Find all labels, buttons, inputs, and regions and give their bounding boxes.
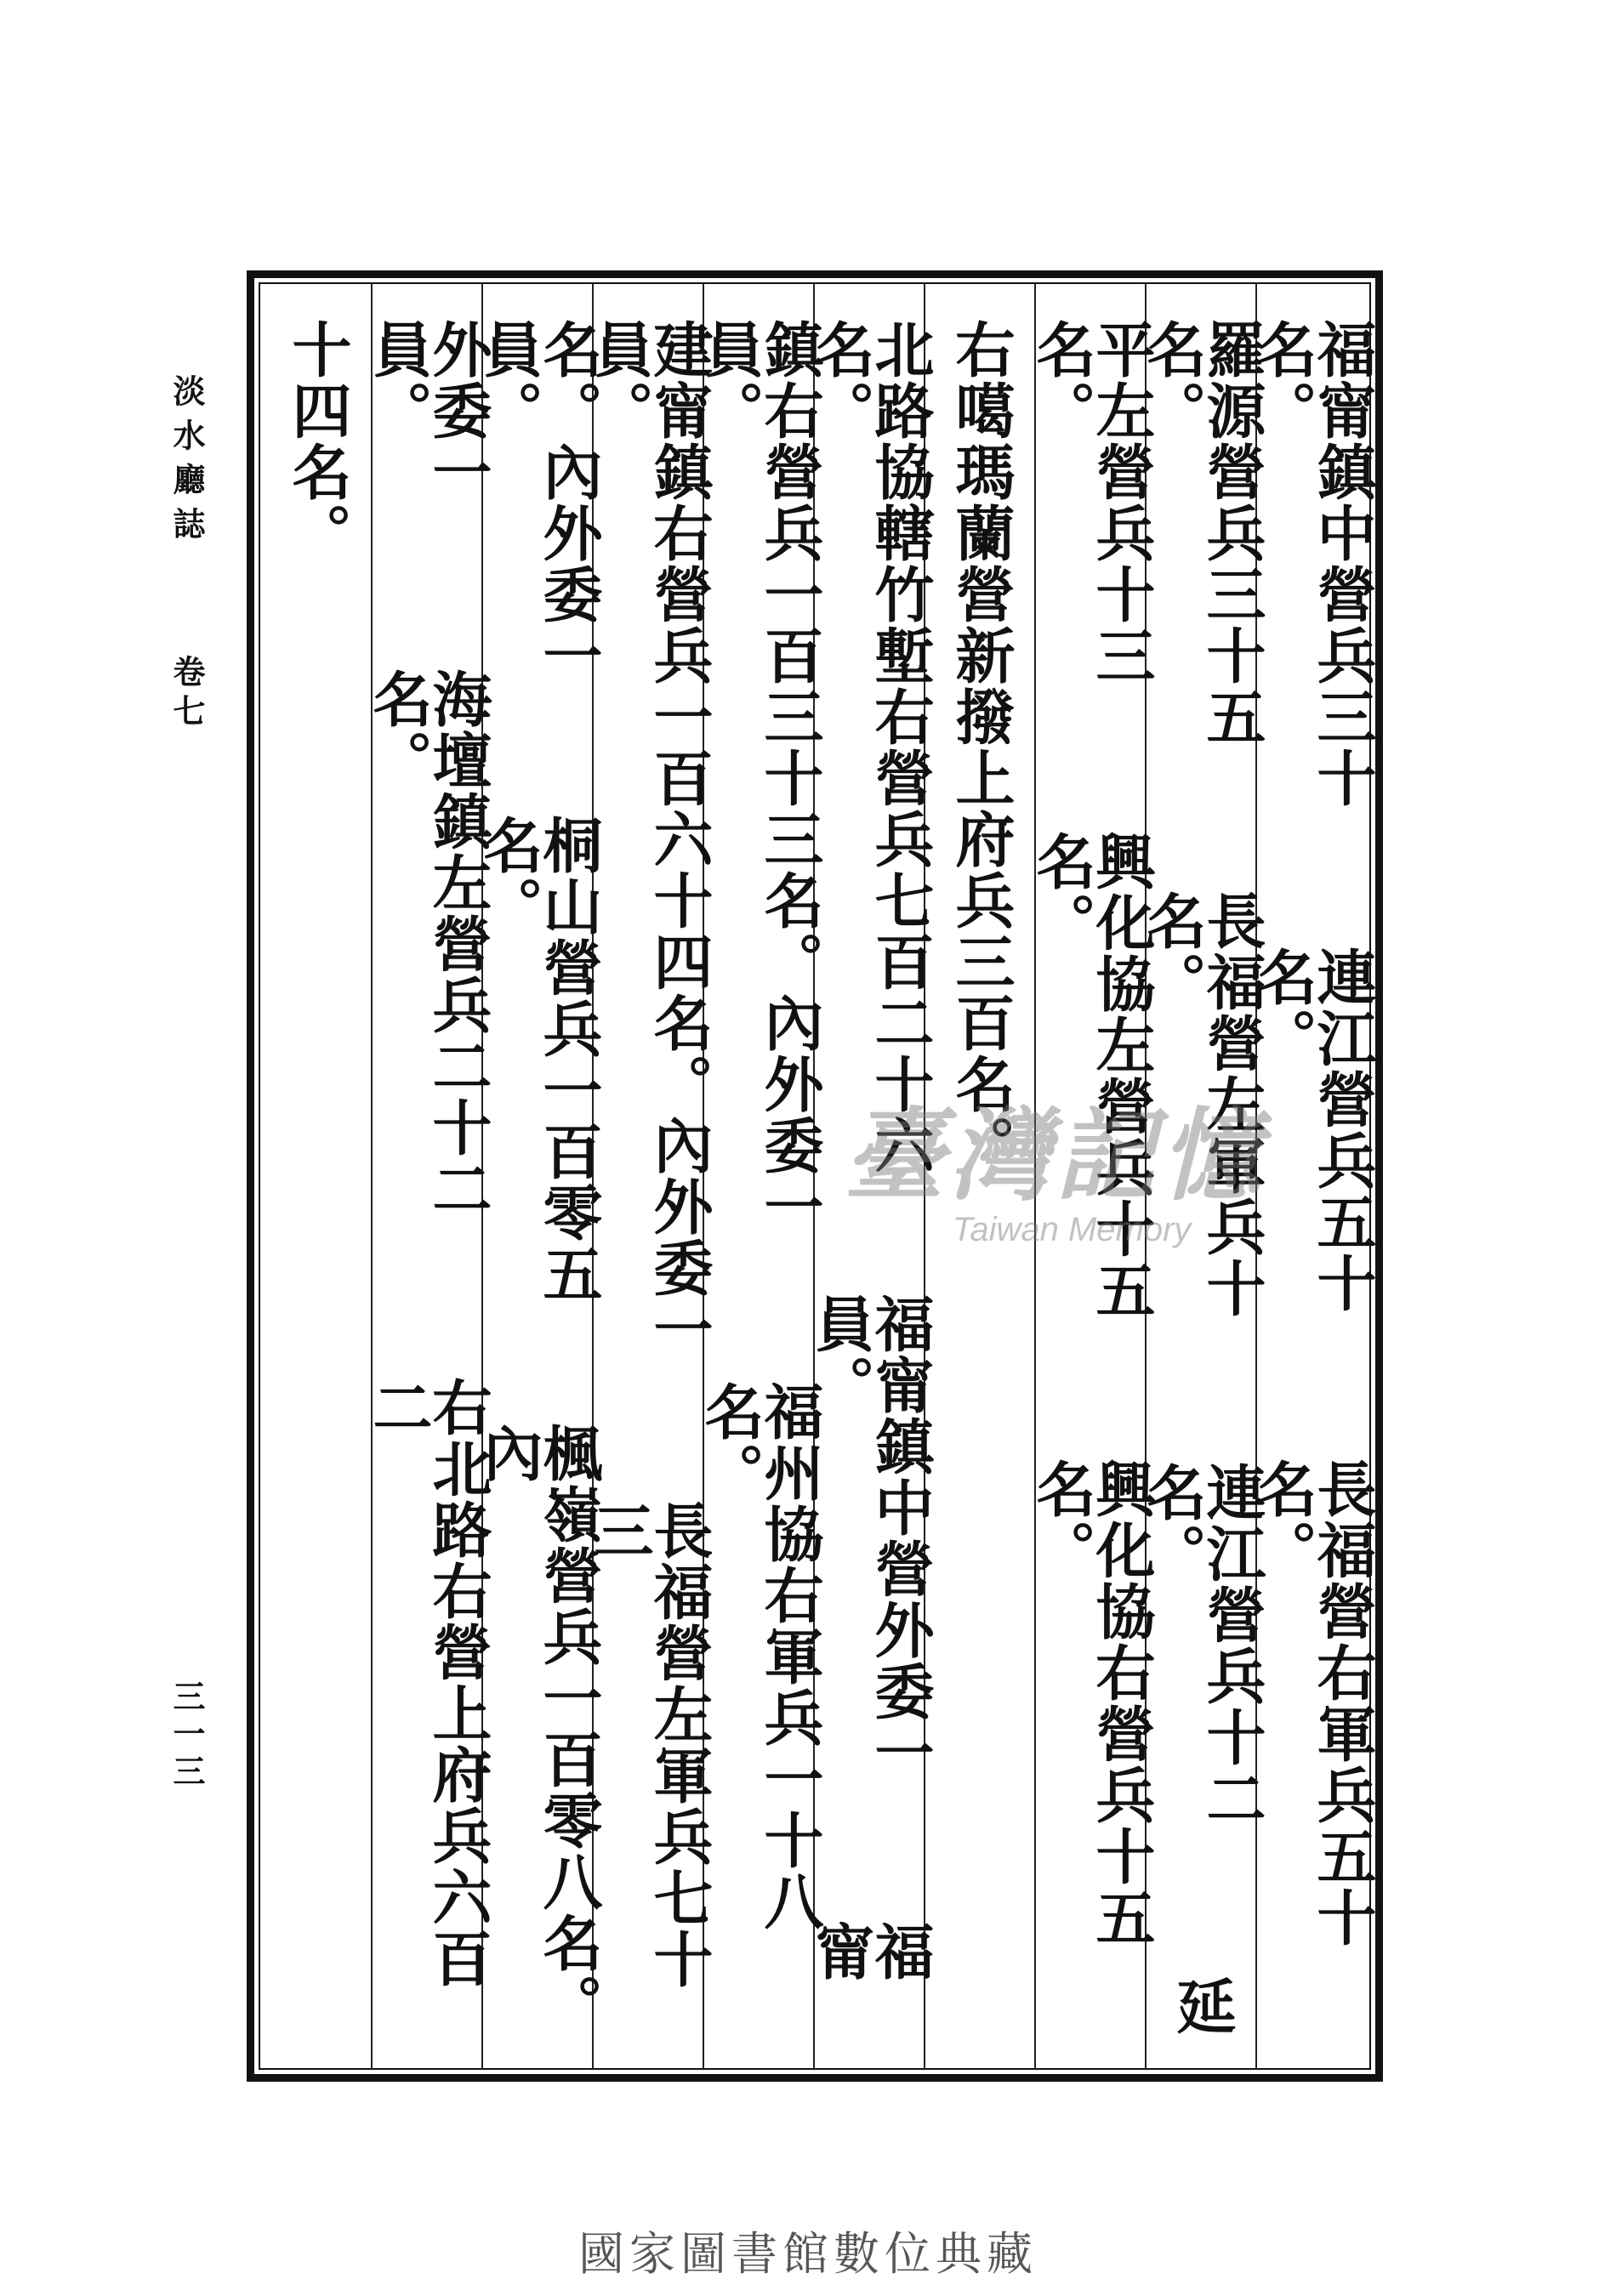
text-segment: 名。內外委一員。 <box>474 319 604 686</box>
text-segment: 建甯鎮右營兵一百六十四名。內外委一員。 <box>584 319 714 1360</box>
text-segment: 楓嶺營兵一百零八名。內 <box>474 1422 604 2035</box>
text-segment: 興化協左營兵十五名。 <box>1027 831 1157 1321</box>
watermark-english: Taiwan Memory <box>952 1211 1192 1248</box>
text-column-9 <box>363 319 493 2037</box>
text-segment: 桐山營兵一百零五名。 <box>474 815 604 1305</box>
text-segment: 延 <box>1167 1975 1238 2037</box>
book-title: 淡水廳誌 <box>168 374 206 551</box>
text-column-2 <box>1137 319 1267 2037</box>
text-segment: 羅源營兵三十五名。 <box>1137 319 1267 747</box>
text-segment: 長福營左軍兵十名。 <box>1137 890 1267 1320</box>
text-segment: 平左營兵十三名。 <box>1027 319 1157 686</box>
text-segment: 長福營右軍兵五十名。 <box>1248 1458 1378 1948</box>
text-segment: 福州協右軍兵一十八名。 <box>695 1381 825 1933</box>
text-segment: 福甯鎮中營外委一員。 <box>805 1293 936 1783</box>
text-segment: 右噶瑪蘭營新撥上府兵三百名。 <box>946 319 1016 1176</box>
text-column-8 <box>474 319 604 2037</box>
text-segment: 鎮右營兵一百三十三名。內外委一員。 <box>695 319 825 1237</box>
text-segment: 海壇鎮左營兵二十二名。 <box>363 668 493 1219</box>
text-segment: 福甯鎮中營兵三十名。 <box>1248 319 1378 809</box>
text-column-4 <box>930 319 1032 2037</box>
footer-caption: 國家圖書館數位典藏 <box>578 2227 1038 2281</box>
text-segment: 北路協轄竹塹右營兵七百二十六名。 <box>805 319 936 1176</box>
text-segment: 興化協右營兵十五名。 <box>1027 1458 1157 1948</box>
text-column-10 <box>266 319 368 2037</box>
text-segment: 連江營兵十二名。 <box>1137 1462 1267 1830</box>
text-segment: 連江營兵五十名。 <box>1248 946 1378 1314</box>
text-column-5 <box>805 319 936 2037</box>
text-segment: 福甯 <box>805 1921 936 1982</box>
page-number: 三一三 <box>168 1679 206 1792</box>
text-column-6 <box>695 319 825 2037</box>
volume-label: 卷七 <box>168 655 206 733</box>
text-segment: 外委一員。 <box>363 319 493 503</box>
text-segment: 右北路右營上府兵六百二 <box>363 1377 493 1990</box>
text-segment: 長福營左軍兵七十三 <box>584 1500 714 1991</box>
watermark-chinese: 臺灣記憶 <box>843 1096 1266 1214</box>
text-column-1 <box>1248 319 1378 2037</box>
text-segment: 十四名。 <box>282 319 353 564</box>
text-column-7 <box>584 319 714 2037</box>
